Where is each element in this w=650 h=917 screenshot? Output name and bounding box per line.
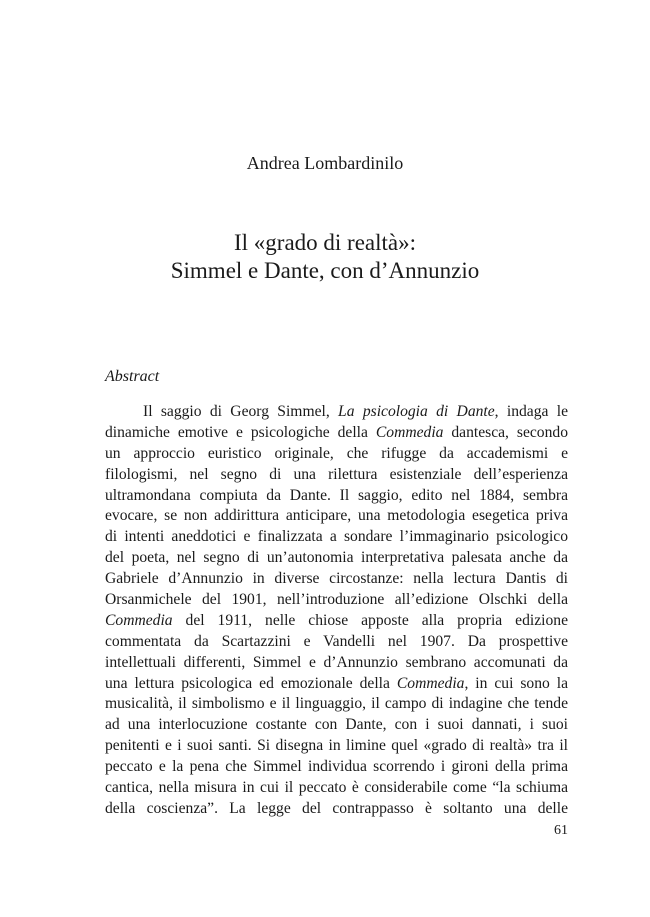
- abstract-text: dantesca, secondo: [443, 423, 568, 441]
- abstract-heading: Abstract: [105, 368, 160, 385]
- title-line-2: Simmel e Dante, con d’Annunzio: [170, 258, 480, 283]
- abstract-line: [105, 757, 568, 778]
- abstract-body: [105, 402, 568, 820]
- abstract-text: commentata da Scartazzini e Vandelli nel 1907. Da prospettive: [105, 632, 568, 650]
- abstract-italic-title: Commedia: [396, 674, 465, 692]
- abstract-line: [105, 506, 568, 527]
- abstract-text: una lettura psicologica ed emozionale della: [105, 674, 397, 692]
- abstract-line: [105, 736, 568, 757]
- abstract-line: [105, 611, 568, 632]
- abstract-line: [105, 715, 568, 736]
- abstract-text: un approccio euristico originale, che rifugge da accademismi e: [105, 444, 568, 462]
- abstract-italic-title: La psicologia di Dante: [338, 403, 495, 420]
- abstract-line: [105, 778, 568, 799]
- abstract-italic-title: Commedia: [105, 611, 173, 629]
- abstract-line: [105, 527, 568, 548]
- abstract-line: [105, 674, 568, 695]
- abstract-line: [105, 402, 568, 423]
- abstract-text: Il saggio di Georg Simmel,: [143, 403, 339, 420]
- paper-title: [0, 229, 650, 285]
- page-number: 61: [554, 823, 568, 838]
- abstract-text: penitenti e i suoi santi. Si disegna in limine quel «grado di realtà» tra il: [105, 737, 568, 755]
- abstract-line: [105, 548, 568, 569]
- abstract-text: del 1911, nelle chiose apposte alla propria edizione: [172, 611, 568, 629]
- title-line-1: Il «grado di realtà»:: [233, 230, 416, 255]
- abstract-text: evocare, se non addirittura anticipare, una metodologia esegetica priva: [105, 507, 568, 525]
- abstract-italic-title: Commedia: [375, 423, 444, 441]
- abstract-text: filologismi, nel segno di una rilettura esistenziale dell’esperienza: [105, 465, 568, 483]
- abstract-text: del poeta, nel segno di un’autonomia interpretativa palesata anche da: [105, 549, 568, 567]
- abstract-text: Orsanmichele del 1901, nell’introduzione all’edizione Olschki della: [105, 591, 568, 609]
- abstract-text: ultramondana compiuta da Dante. Il saggio, edito nel 1884, sembra: [105, 486, 568, 504]
- abstract-line: [105, 423, 568, 444]
- abstract-line: [105, 486, 568, 507]
- abstract-line: [105, 444, 568, 465]
- abstract-line: [105, 465, 568, 486]
- abstract-line: [105, 569, 568, 590]
- abstract-line: [105, 653, 568, 674]
- abstract-text: di intenti aneddotici e finalizzata a sondare l’immaginario psicologico: [105, 528, 568, 546]
- abstract-text: della coscienza”. La legge del contrappasso è soltanto una delle: [105, 799, 568, 817]
- abstract-text: Gabriele d’Annunzio in diverse circostanze: nella lectura Dantis di: [105, 570, 568, 588]
- abstract-line: [105, 694, 568, 715]
- abstract-text: intellettuali differenti, Simmel e d’Annunzio sembrano accomunati da: [105, 653, 568, 671]
- abstract-line: [105, 590, 568, 611]
- abstract-text: , indaga le: [494, 403, 569, 420]
- abstract-text: cantica, nella misura in cui il peccato è considerabile come “la schiuma: [105, 779, 568, 797]
- abstract-line: [105, 799, 568, 820]
- abstract-text: ad una interlocuzione costante con Dante, con i suoi dannati, i suoi: [105, 716, 568, 734]
- abstract-line: [105, 632, 568, 653]
- abstract-text: , in cui sono la: [464, 674, 568, 692]
- author-name: Andrea Lombardinilo: [246, 153, 404, 173]
- abstract-text: peccato e la pena che Simmel individua scorrendo i gironi della prima: [105, 758, 568, 776]
- abstract-text: dinamiche emotive e psicologiche della: [105, 423, 376, 441]
- abstract-text: musicalità, il simbolismo e il linguaggio, il campo di indagine che tende: [105, 695, 568, 713]
